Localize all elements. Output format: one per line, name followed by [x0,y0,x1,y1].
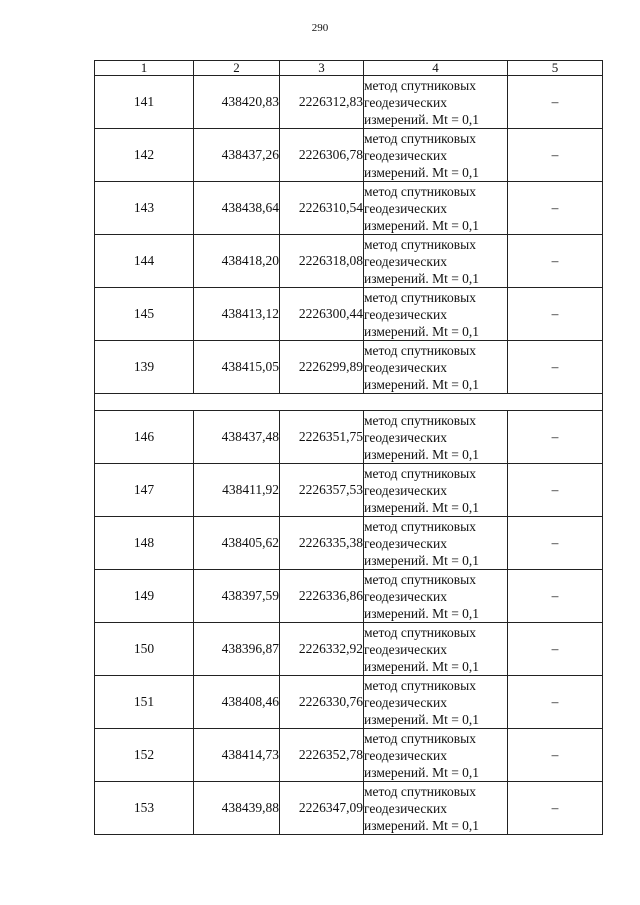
table-row [95,623,603,676]
method-line: измерений. Mt = 0,1 [364,164,480,180]
method-cell [364,182,508,235]
method-line: метод спутниковых [364,730,476,746]
coord-x: 438405,62 [194,517,280,570]
coord-y: 2226357,53 [280,464,364,517]
method-cell [364,517,508,570]
method-line: метод спутниковых [364,518,476,534]
method-line: геодезических [364,535,447,551]
table-row [95,129,603,182]
method-line: метод спутниковых [364,289,476,305]
method-cell [364,341,508,394]
method-cell [364,676,508,729]
point-number: 152 [95,729,194,782]
method-line: геодезических [364,694,447,710]
method-line: геодезических [364,359,447,375]
coord-x: 438397,59 [194,570,280,623]
table-row [95,676,603,729]
table-row [95,729,603,782]
method-line: метод спутниковых [364,130,476,146]
coord-x: 438396,87 [194,623,280,676]
method-line: геодезических [364,429,447,445]
table-row [95,341,603,394]
dash-cell: – [508,782,603,835]
method-line: геодезических [364,482,447,498]
method-line: измерений. Mt = 0,1 [364,323,480,339]
point-number: 147 [95,464,194,517]
dash-cell: – [508,129,603,182]
method-line: геодезических [364,641,447,657]
coord-y: 2226310,54 [280,182,364,235]
method-cell [364,411,508,464]
dash-cell: – [508,288,603,341]
coord-x: 438408,46 [194,676,280,729]
dash-cell: – [508,341,603,394]
method-cell [364,782,508,835]
coord-x: 438411,92 [194,464,280,517]
point-number: 143 [95,182,194,235]
coord-y: 2226352,78 [280,729,364,782]
method-line: измерений. Mt = 0,1 [364,552,480,568]
method-line: метод спутниковых [364,342,476,358]
method-line: геодезических [364,800,447,816]
coord-y: 2226332,92 [280,623,364,676]
method-cell [364,570,508,623]
method-line: измерений. Mt = 0,1 [364,446,480,462]
method-cell [364,235,508,288]
method-line: измерений. Mt = 0,1 [364,658,480,674]
method-cell [364,464,508,517]
method-line: метод спутниковых [364,412,476,428]
coord-x: 438439,88 [194,782,280,835]
point-number: 139 [95,341,194,394]
method-line: геодезических [364,588,447,604]
coord-y: 2226347,09 [280,782,364,835]
page-number: 290 [311,22,329,34]
point-number: 150 [95,623,194,676]
coord-y: 2226299,89 [280,341,364,394]
method-line: геодезических [364,306,447,322]
dash-cell: – [508,411,603,464]
coord-x: 438415,05 [194,341,280,394]
method-line: геодезических [364,147,447,163]
dash-cell: – [508,235,603,288]
method-cell [364,623,508,676]
method-cell [364,129,508,182]
method-line: геодезических [364,253,447,269]
dash-cell: – [508,464,603,517]
dash-cell: – [508,517,603,570]
method-line: метод спутниковых [364,183,476,199]
separator-cell [95,394,603,411]
method-line: геодезических [364,94,447,110]
coordinates-table [94,60,603,835]
point-number: 142 [95,129,194,182]
table-row [95,235,603,288]
method-line: метод спутниковых [364,783,476,799]
method-line: измерений. Mt = 0,1 [364,376,480,392]
method-line: метод спутниковых [364,571,476,587]
coord-x: 438413,12 [194,288,280,341]
method-line: метод спутниковых [364,236,476,252]
table-row [95,782,603,835]
header-col-5: 5 [508,61,603,76]
coord-y: 2226336,86 [280,570,364,623]
coord-x: 438414,73 [194,729,280,782]
method-line: измерений. Mt = 0,1 [364,817,480,833]
table-row [95,288,603,341]
dash-cell: – [508,76,603,129]
coord-y: 2226312,83 [280,76,364,129]
separator-row [95,394,603,411]
point-number: 145 [95,288,194,341]
coord-x: 438418,20 [194,235,280,288]
method-line: измерений. Mt = 0,1 [364,764,480,780]
method-line: метод спутниковых [364,677,476,693]
method-line: геодезических [364,200,447,216]
dash-cell: – [508,182,603,235]
point-number: 148 [95,517,194,570]
method-line: метод спутниковых [364,624,476,640]
coord-y: 2226306,78 [280,129,364,182]
method-cell [364,729,508,782]
header-col-4: 4 [364,61,508,76]
coord-x: 438437,26 [194,129,280,182]
method-line: метод спутниковых [364,77,476,93]
coord-y: 2226300,44 [280,288,364,341]
method-line: измерений. Mt = 0,1 [364,711,480,727]
header-col-3: 3 [280,61,364,76]
header-row [95,61,603,76]
method-cell [364,76,508,129]
method-line: геодезических [364,747,447,763]
table-row [95,570,603,623]
coord-y: 2226335,38 [280,517,364,570]
method-line: метод спутниковых [364,465,476,481]
coord-x: 438438,64 [194,182,280,235]
coord-y: 2226351,75 [280,411,364,464]
method-line: измерений. Mt = 0,1 [364,217,480,233]
method-line: измерений. Mt = 0,1 [364,270,480,286]
point-number: 144 [95,235,194,288]
method-line: измерений. Mt = 0,1 [364,605,480,621]
point-number: 151 [95,676,194,729]
table-row [95,464,603,517]
dash-cell: – [508,676,603,729]
point-number: 153 [95,782,194,835]
dash-cell: – [508,570,603,623]
coord-x: 438437,48 [194,411,280,464]
header-col-2: 2 [194,61,280,76]
method-line: измерений. Mt = 0,1 [364,111,480,127]
table-row [95,411,603,464]
point-number: 146 [95,411,194,464]
dash-cell: – [508,623,603,676]
method-line: измерений. Mt = 0,1 [364,499,480,515]
table-row [95,517,603,570]
coord-x: 438420,83 [194,76,280,129]
point-number: 149 [95,570,194,623]
coord-y: 2226318,08 [280,235,364,288]
table-row [95,182,603,235]
header-col-1: 1 [95,61,194,76]
dash-cell: – [508,729,603,782]
point-number: 141 [95,76,194,129]
table-row [95,76,603,129]
coord-y: 2226330,76 [280,676,364,729]
method-cell [364,288,508,341]
